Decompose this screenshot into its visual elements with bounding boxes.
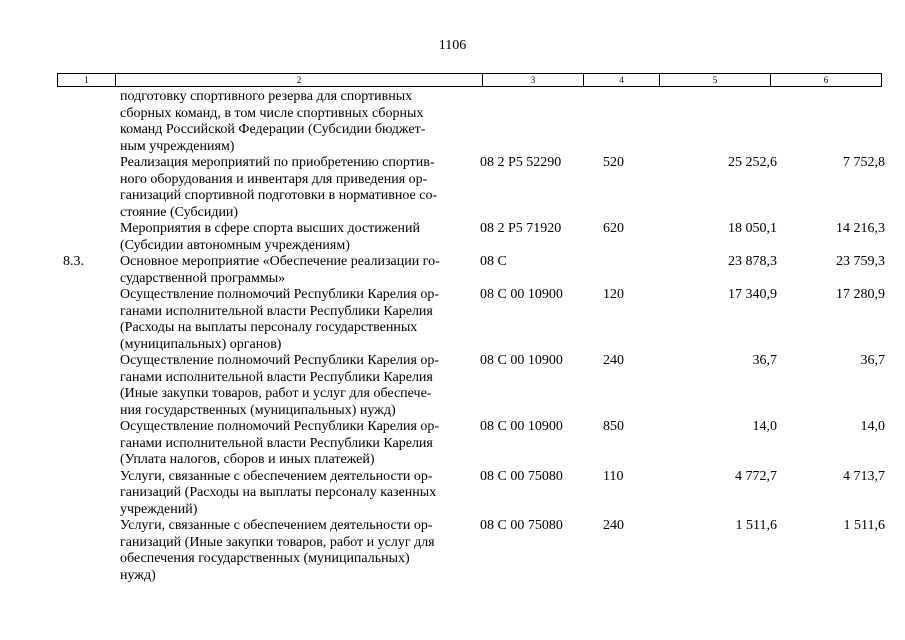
column-header-6: 6	[771, 74, 882, 87]
budget-table-body	[0, 89, 905, 584]
item-name: Услуги, связанные с обеспечением деятельности ор- ганизаций (Расходы на выплаты персоналу казенных учреждений)	[120, 468, 437, 517]
amount-col-6: 14 216,3	[836, 221, 885, 236]
budget-code: 08 2 Р5 71920	[480, 221, 562, 236]
amount-col-6: 4 713,7	[843, 468, 885, 484]
budget-code: 08 2 Р5 52290	[480, 155, 562, 170]
table-row	[0, 518, 905, 584]
table-row	[0, 419, 905, 469]
amount-col-6: 7 752,8	[843, 155, 885, 170]
amount-col-6: 1 511,6	[843, 518, 885, 533]
budget-code: 08 С 00 75080	[480, 518, 563, 533]
amount-col-5: 1 511,6	[735, 518, 777, 533]
column-header-4: 4	[584, 74, 660, 87]
amount-col-5: 36,7	[752, 353, 777, 368]
table-row	[0, 353, 905, 419]
column-header-3: 3	[483, 74, 584, 87]
expense-type: 110	[603, 468, 624, 484]
budget-code: 08 С 00 75080	[480, 468, 563, 484]
amount-col-6: 14,0	[860, 419, 885, 434]
budget-code: 08 С	[480, 254, 507, 269]
amount-col-6: 36,7	[860, 353, 885, 368]
item-name: Основное мероприятие «Обеспечение реализации го- сударственной программы»	[120, 254, 440, 286]
column-header-1: 1	[58, 74, 116, 87]
budget-code: 08 С 00 10900	[480, 287, 563, 302]
expense-type: 240	[603, 518, 624, 533]
table-row	[0, 254, 905, 287]
item-number: 8.3.	[63, 254, 84, 269]
budget-code: 08 С 00 10900	[480, 353, 563, 368]
expense-type: 520	[603, 155, 624, 170]
column-header-table	[57, 73, 882, 87]
column-header-row	[58, 74, 882, 87]
item-name: подготовку спортивного резерва для спортивных сборных команд, в том числе спортивных сборных команд Российской Федерации (Субсидии бюджет- ным учреждениям)	[120, 89, 426, 154]
amount-col-5: 25 252,6	[728, 155, 777, 170]
amount-col-5: 14,0	[752, 419, 777, 434]
table-row	[0, 287, 905, 353]
table-row	[0, 155, 905, 221]
expense-type: 850	[603, 419, 624, 434]
expense-type: 620	[603, 221, 624, 236]
amount-col-5: 4 772,7	[735, 468, 777, 484]
amount-col-6: 17 280,9	[836, 287, 885, 302]
expense-type: 120	[603, 287, 624, 302]
table-row	[0, 221, 905, 254]
amount-col-5: 17 340,9	[728, 287, 777, 302]
table-row	[0, 89, 905, 155]
item-name: Мероприятия в сфере спорта высших достижений (Субсидии автономным учреждениям)	[120, 221, 420, 253]
expense-type: 240	[603, 353, 624, 368]
item-name: Осуществление полномочий Республики Карелия ор- ганами исполнительной власти Республики Карелия (Иные закупки товаров, работ и услуг для обеспече- ния государственных (муниципальных) нужд)	[120, 353, 440, 418]
column-header-2: 2	[116, 74, 483, 87]
item-name: Услуги, связанные с обеспечением деятельности ор- ганизаций (Иные закупки товаров, работ и услуг для обеспечения государственных (муниципальных) нужд)	[120, 518, 435, 583]
page-number: 1106	[438, 38, 467, 53]
budget-code: 08 С 00 10900	[480, 419, 563, 434]
table-row	[0, 469, 905, 519]
item-name: Реализация мероприятий по приобретению спортив- ного оборудования и инвентаря для приведения ор- ганизаций спортивной подготовки в нормативное со- стояние (Субсидии)	[120, 155, 438, 220]
amount-col-5: 23 878,3	[728, 254, 777, 269]
item-name: Осуществление полномочий Республики Карелия ор- ганами исполнительной власти Республики Карелия (Расходы на выплаты персоналу государственных (муниципальных) органов)	[120, 287, 440, 352]
item-name: Осуществление полномочий Республики Карелия ор- ганами исполнительной власти Республики Карелия (Уплата налогов, сборов и иных платежей)	[120, 419, 440, 467]
amount-col-5: 18 050,1	[728, 221, 777, 236]
column-header-5: 5	[660, 74, 771, 87]
amount-col-6: 23 759,3	[836, 254, 885, 269]
